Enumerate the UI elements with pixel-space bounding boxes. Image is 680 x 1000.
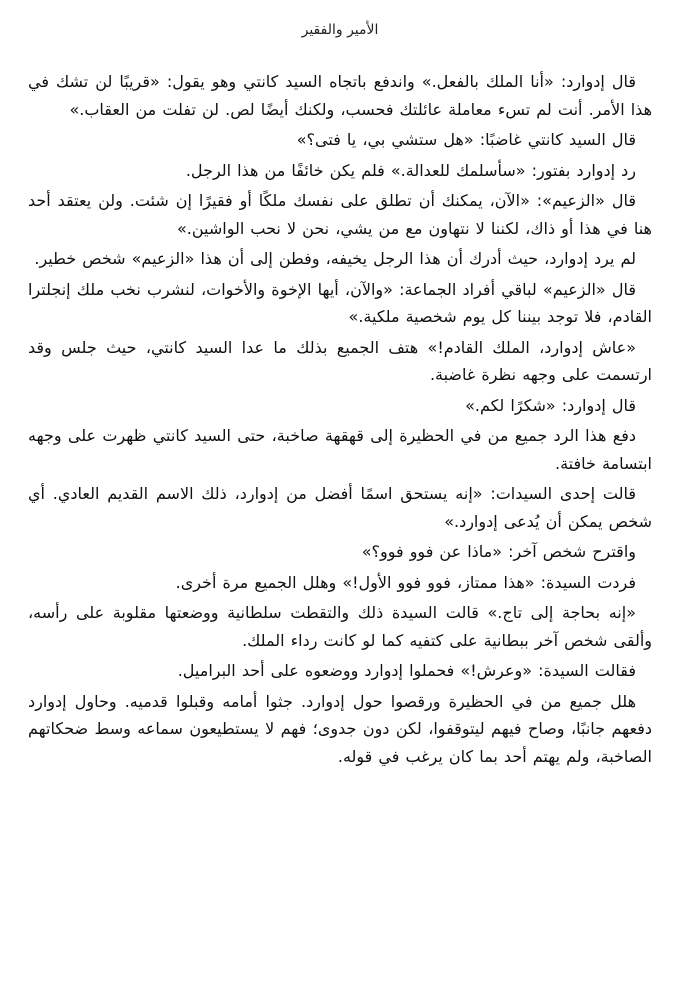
body-text: [28, 68, 652, 773]
paragraph-7: «عاش إدوارد، الملك القادم!» هتف الجميع بذلك ما عدا السيد كانتي، حيث جلس وقد ارتسمت على وجهه نظرة غاضبة.: [28, 337, 652, 384]
paragraph-14: فقالت السيدة: «وعرش!» فحملوا إدوارد ووضعوه على أحد البراميل.: [177, 661, 636, 680]
paragraph-4: قال «الزعيم»: «الآن، يمكنك أن تطلق على نفسك ملكًا أو فقيرًا إن شئت. ولن يعتقد أحد هنا في هذا أو ذاك، لكننا لا نتهاون مع من يشي، نحن لا نحب الواشين.»: [28, 191, 652, 238]
paragraph-9: دفع هذا الرد جميع من في الحظيرة إلى قهقهة صاخبة، حتى السيد كانتي ظهرت على وجهه ابتسامة خافتة.: [28, 426, 652, 473]
paragraph-6: قال «الزعيم» لباقي أفراد الجماعة: «والآن، أيها الإخوة والأخوات، لنشرب نخب ملك إنجلترا القادم، فلا توجد بيننا كل يوم شخصية ملكية.»: [28, 279, 652, 326]
paragraph-5: لم يرد إدوارد، حيث أدرك أن هذا الرجل يخيفه، وفطن إلى أن هذا «الزعيم» شخص خطير.: [34, 249, 636, 268]
paragraph-12: فردت السيدة: «هذا ممتاز، فوو فوو الأول!» وهلل الجميع مرة أخرى.: [175, 572, 636, 592]
paragraph-13: «إنه بحاجة إلى تاج.» قالت السيدة ذلك والتقطت سلطانية ووضعتها مقلوبة على رأسه، وألقى شخص آخر ببطانية على كتفيه كما لو كانت رداء الملك.: [28, 603, 652, 650]
paragraph-11: واقترح شخص آخر: «ماذا عن فوو فوو؟»: [361, 542, 636, 561]
paragraph-10: قالت إحدى السيدات: «إنه يستحق اسمًا أفضل من إدوارد، ذلك الاسم القديم العادي. أي شخص يمكن أن يُدعى إدوارد.»: [28, 484, 652, 531]
paragraph-15: هلل جميع من في الحظيرة ورقصوا حول إدوارد. جثوا أمامه وقبلوا قدميه. وحاول إدوارد دفعهم جانبًا، وصاح فيهم ليتوقفوا، لكن دون جدوى؛ فهم لا يستطيعون سماعه وسط ضحكاتهم الصاخبة، ولم يهتم أحد بما كان يرغب في قوله.: [28, 691, 652, 766]
paragraph-3: رد إدوارد بفتور: «سأسلمك للعدالة.» فلم يكن خائفًا من هذا الرجل.: [185, 160, 636, 180]
paragraph-1: قال إدوارد: «أنا الملك بالفعل.» واندفع باتجاه السيد كانتي وهو يقول: «قريبًا لن تشك في هذا الأمر. أنت لم تسء معاملة عائلتك فحسب، ولكنك أيضًا لص. لن تفلت من العقاب.»: [28, 72, 652, 119]
running-header-title: الأمير والفقير: [301, 22, 379, 38]
paragraph-2: قال السيد كانتي غاضبًا: «هل ستشي بي، يا فتى؟»: [296, 130, 636, 149]
paragraph-8: قال إدوارد: «شكرًا لكم.»: [465, 395, 636, 415]
